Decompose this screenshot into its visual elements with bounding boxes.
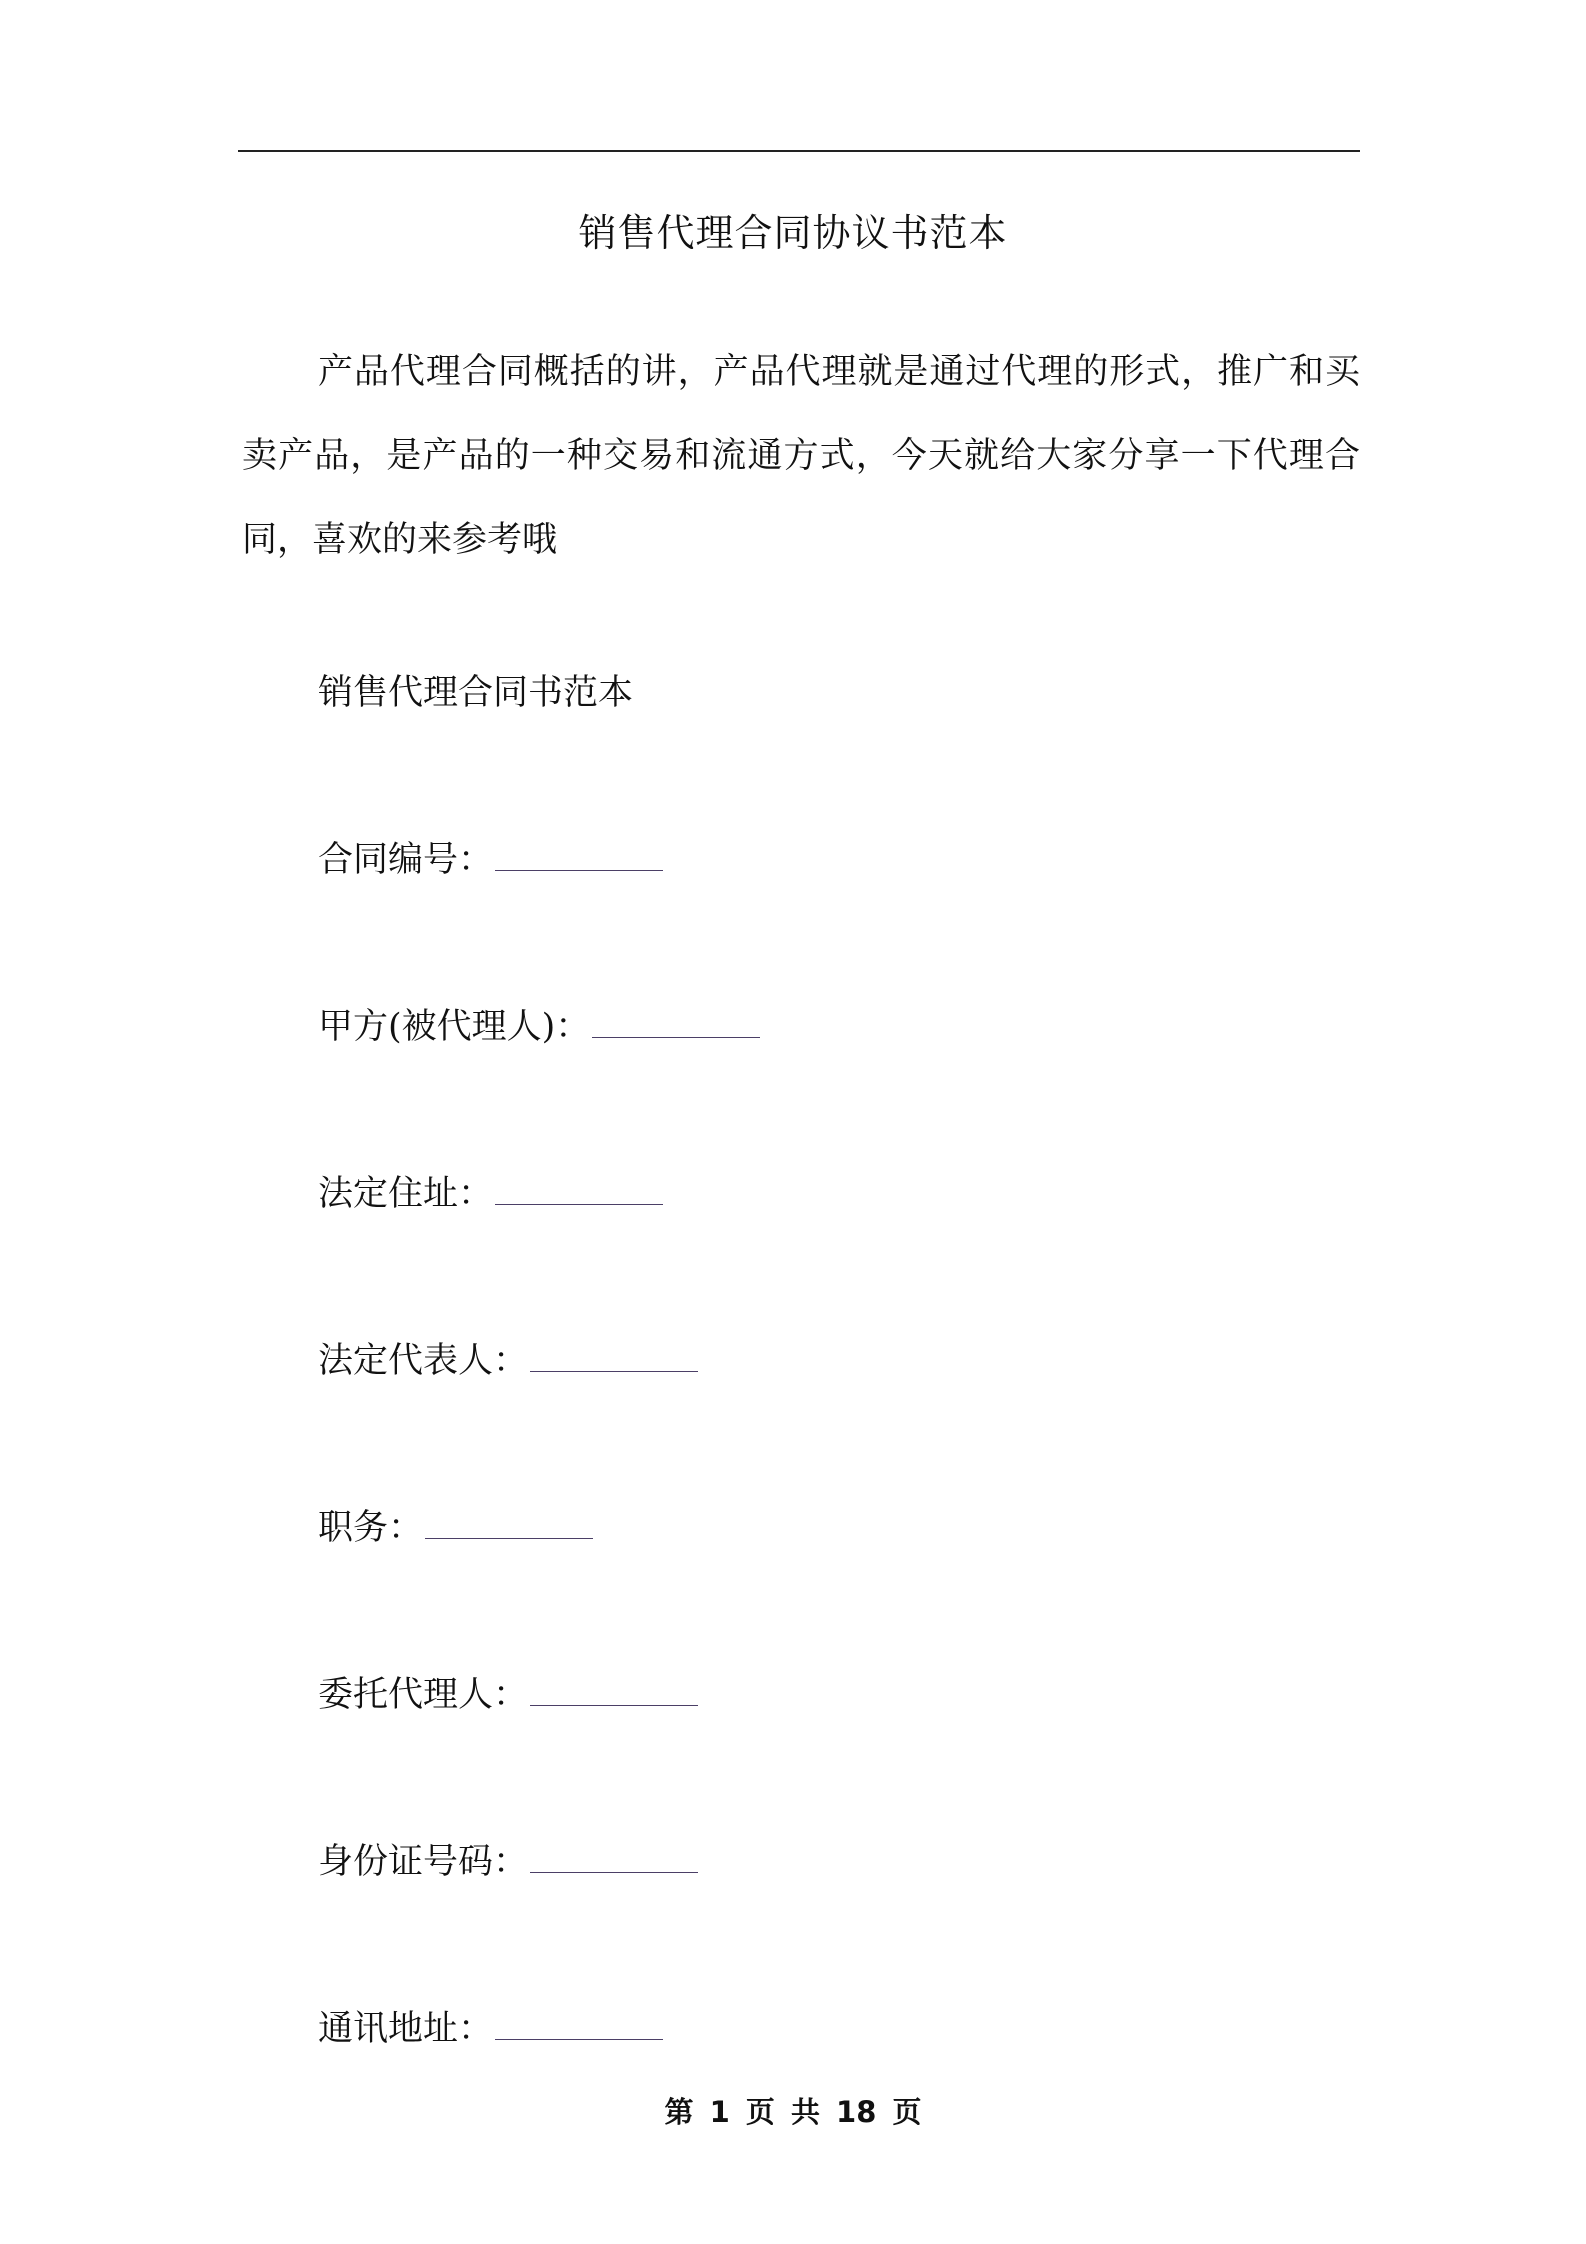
legal-address-blank: [495, 1174, 663, 1205]
field-label: 职务：: [318, 1508, 424, 1548]
page-indicator: 第 1 页 共 18 页: [664, 2095, 922, 2129]
position-blank: [425, 1508, 593, 1539]
field-authorized-agent: [318, 1670, 698, 1720]
field-label: 通讯地址：: [318, 2009, 494, 2049]
header-rule: [238, 150, 1360, 152]
field-label: 委托代理人：: [318, 1675, 529, 1715]
party-a-blank: [592, 1007, 760, 1038]
legal-representative-blank: [530, 1341, 698, 1372]
field-label: 合同编号：: [318, 840, 494, 880]
field-label: 身份证号码：: [318, 1842, 529, 1882]
field-legal-representative: [318, 1336, 698, 1386]
intro-paragraph: 产品代理合同概括的讲，产品代理就是通过代理的形式，推广和买卖产品，是产品的一种交易和流通方式，今天就给大家分享一下代理合同，喜欢的来参考哦: [242, 352, 1360, 560]
field-mailing-address: [318, 2004, 663, 2054]
document-title: 销售代理合同协议书范本: [578, 211, 1008, 255]
field-party-a: [318, 1002, 760, 1052]
field-contract-number: [318, 835, 663, 885]
field-id-number: [318, 1837, 698, 1887]
section-heading: 销售代理合同书范本: [318, 673, 634, 713]
field-label: 甲方(被代理人)：: [318, 1007, 591, 1047]
mailing-address-blank: [495, 2009, 663, 2040]
field-position: [318, 1503, 593, 1553]
contract-number-blank: [495, 840, 663, 871]
authorized-agent-blank: [530, 1675, 698, 1706]
id-number-blank: [530, 1842, 698, 1873]
field-label: 法定代表人：: [318, 1341, 529, 1381]
field-label: 法定住址：: [318, 1174, 494, 1214]
field-legal-address: [318, 1169, 663, 1219]
